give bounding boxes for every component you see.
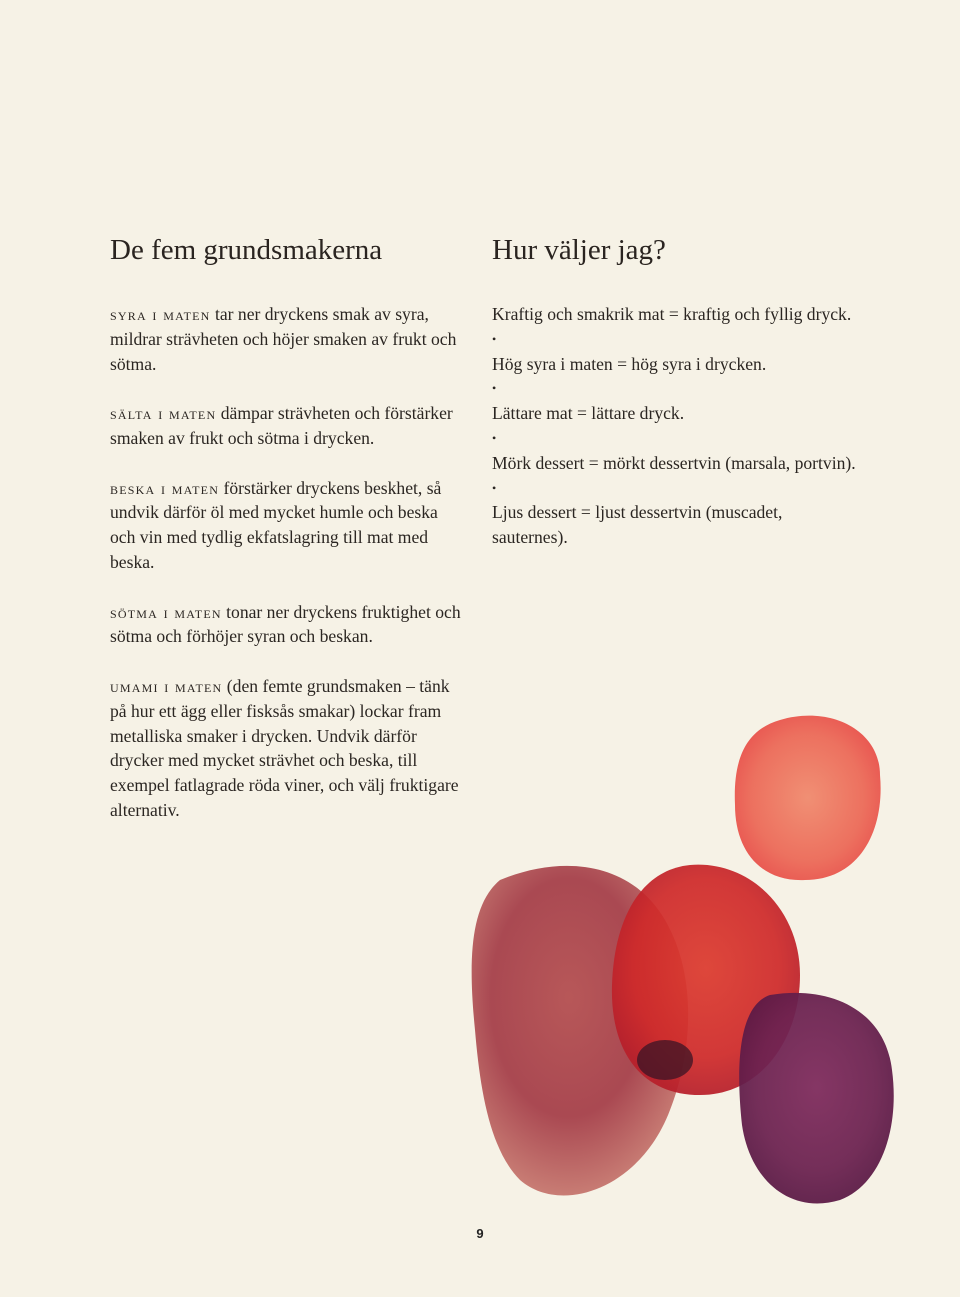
bullet-icon: • bbox=[492, 480, 497, 495]
text-salta: dämpar strävheten och förstärker smaken av frukt och sötma i drycken. bbox=[110, 403, 453, 448]
paragraph-umami bbox=[110, 674, 465, 823]
page-number: 9 bbox=[476, 1226, 484, 1241]
lead-salta: sälta i maten bbox=[110, 403, 217, 424]
text-syra: tar ner dryckens smak av syra, mildrar strävheten och höjer smaken av frukt och sötma. bbox=[110, 304, 457, 374]
paragraph-salta bbox=[110, 401, 465, 451]
left-column bbox=[110, 232, 465, 848]
paragraph-syra bbox=[110, 302, 465, 376]
lead-umami: umami i maten bbox=[110, 675, 223, 696]
lead-sotma: sötma i maten bbox=[110, 601, 222, 622]
text-umami: (den femte grundsmaken – tänk på hur ett ägg eller fisksås smakar) lockar fram metalliska smaker i drycken. Undvik därför drycker med mycket strävhet och beska, till exempel fatlagrade röda viner, och välj fruktigare alternativ. bbox=[110, 675, 459, 820]
lead-beska: beska i maten bbox=[110, 477, 220, 498]
right-column bbox=[492, 232, 862, 550]
purple-blot bbox=[739, 993, 894, 1204]
paragraph-beska bbox=[110, 476, 465, 575]
right-heading: Hur väljer jag? bbox=[492, 234, 666, 266]
lead-syra: syra i maten bbox=[110, 304, 211, 324]
list-item: Mörk dessert = mörkt dessertvin (marsala, portvin). bbox=[492, 452, 856, 473]
text-sotma: tonar ner dryckens fruktighet och sötma och förhöjer syran och beskan. bbox=[110, 601, 461, 647]
left-heading: De fem grundsmakerna bbox=[110, 234, 383, 266]
bullet-icon: • bbox=[492, 331, 497, 346]
list-item: Lättare mat = lättare dryck. bbox=[492, 403, 685, 424]
paragraph-sotma bbox=[110, 600, 465, 650]
text-beska: förstärker dryckens beskhet, så undvik därför öl med mycket humle och beska och vin med tydlig ekfatslagring till mat med beska. bbox=[110, 477, 442, 572]
list-item: Kraftig och smakrik mat = kraftig och fyllig dryck. bbox=[492, 304, 852, 324]
coral-blot bbox=[735, 716, 881, 880]
wine-blot bbox=[472, 866, 689, 1196]
bullet-icon: • bbox=[492, 430, 497, 445]
red-blot bbox=[612, 865, 800, 1095]
list-item: Ljus dessert = ljust dessertvin (muscadet, sauternes). bbox=[492, 502, 783, 548]
list-item: Hög syra i maten = hög syra i drycken. bbox=[492, 353, 767, 374]
overlap-shadow bbox=[637, 1040, 693, 1080]
bullet-icon: • bbox=[492, 381, 497, 396]
